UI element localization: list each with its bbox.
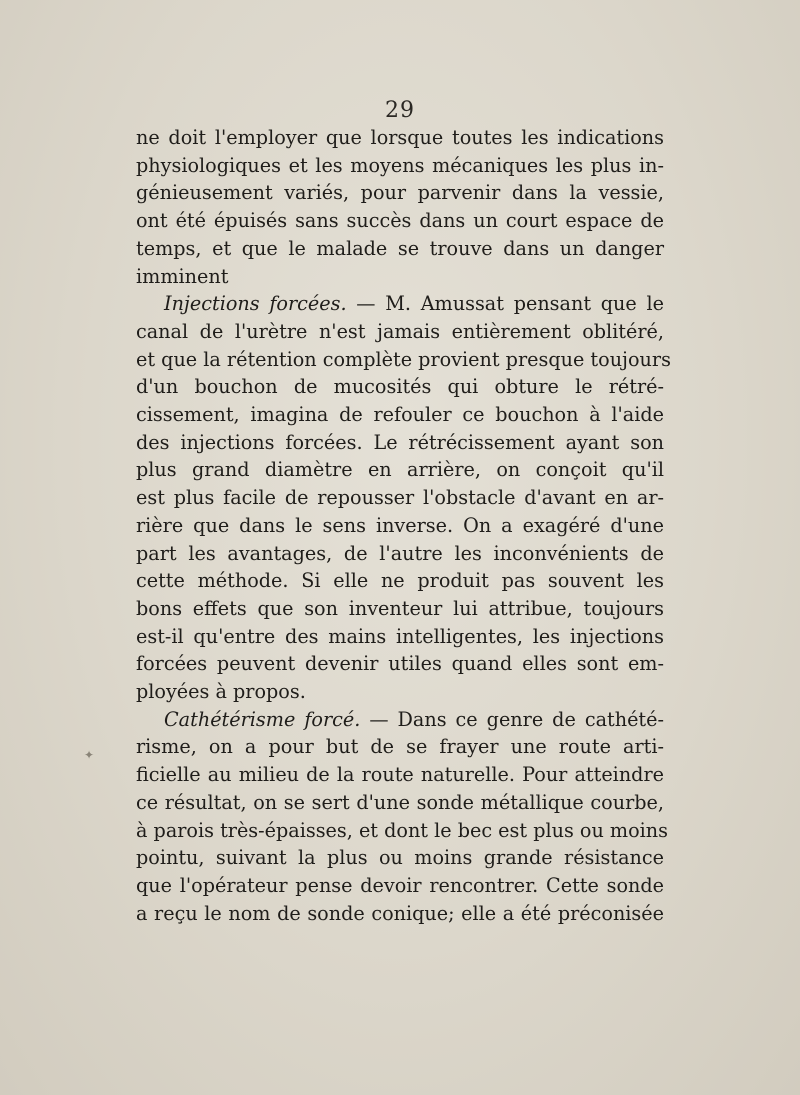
text-line: imminent [136,264,229,288]
text-line: et que la rétention complète provient presque toujours [136,347,671,371]
text-line: plus grand diamètre en arrière, on conçoit qu'il [136,458,664,482]
text-line: risme, on a pour but de se frayer une route arti- [136,735,664,759]
body-text [136,124,671,927]
page-number: 29 [385,98,415,123]
section-heading-line: Injections forcées. — M. Amussat pensant que le [164,292,664,316]
text-line: ont été épuisés sans succès dans un court espace de [136,209,664,233]
text-line: cissement, imagina de refouler ce bouchon à l'aide [136,403,664,427]
text-line: génieusement variés, pour parvenir dans la vessie, [136,181,664,205]
text-line: pointu, suivant la plus ou moins grande résistance [136,846,664,870]
section-heading: Injections forcées. [164,292,347,316]
text-line: que l'opérateur pense devoir rencontrer. Cette sonde [136,873,664,897]
text-line: canal de l'urètre n'est jamais entièrement oblitéré, [136,319,664,343]
text-line: ployées à propos. [136,680,306,704]
text-line: physiologiques et les moyens mécaniques les plus in- [136,153,664,177]
section-heading: Cathétérisme forcé. [164,707,361,731]
text-line: a reçu le nom de sonde conique; elle a été préconisée [136,901,664,925]
text-line: cette méthode. Si elle ne produit pas souvent les [136,569,664,593]
text-line: ce résultat, on se sert d'une sonde métallique courbe, [136,790,664,814]
text-line: ficielle au milieu de la route naturelle. Pour atteindre [136,763,664,787]
text-line: forcées peuvent devenir utiles quand elles sont em- [136,652,664,676]
text-line: est plus facile de repousser l'obstacle d'avant en ar- [136,486,664,510]
text-line: des injections forcées. Le rétrécissement ayant son [136,430,664,454]
text-line: temps, et que le malade se trouve dans un danger [136,236,664,260]
text-line: part les avantages, de l'autre les inconvénients de [136,541,664,565]
text-line: à parois très-épaisses, et dont le bec est plus ou moins [136,818,669,842]
margin-speck: ✦ [84,748,95,762]
text-line: ne doit l'employer que lorsque toutes les indications [136,126,664,149]
text-line: rière que dans le sens inverse. On a exagéré d'une [136,513,664,537]
text-line: est-il qu'entre des mains intelligentes, les injections [136,624,664,648]
section-heading-line: Cathétérisme forcé. — Dans ce genre de cathété- [164,707,664,731]
text-line: bons effets que son inventeur lui attribue, toujours [136,596,664,620]
text-line: d'un bouchon de mucosités qui obture le rétré- [136,375,664,399]
